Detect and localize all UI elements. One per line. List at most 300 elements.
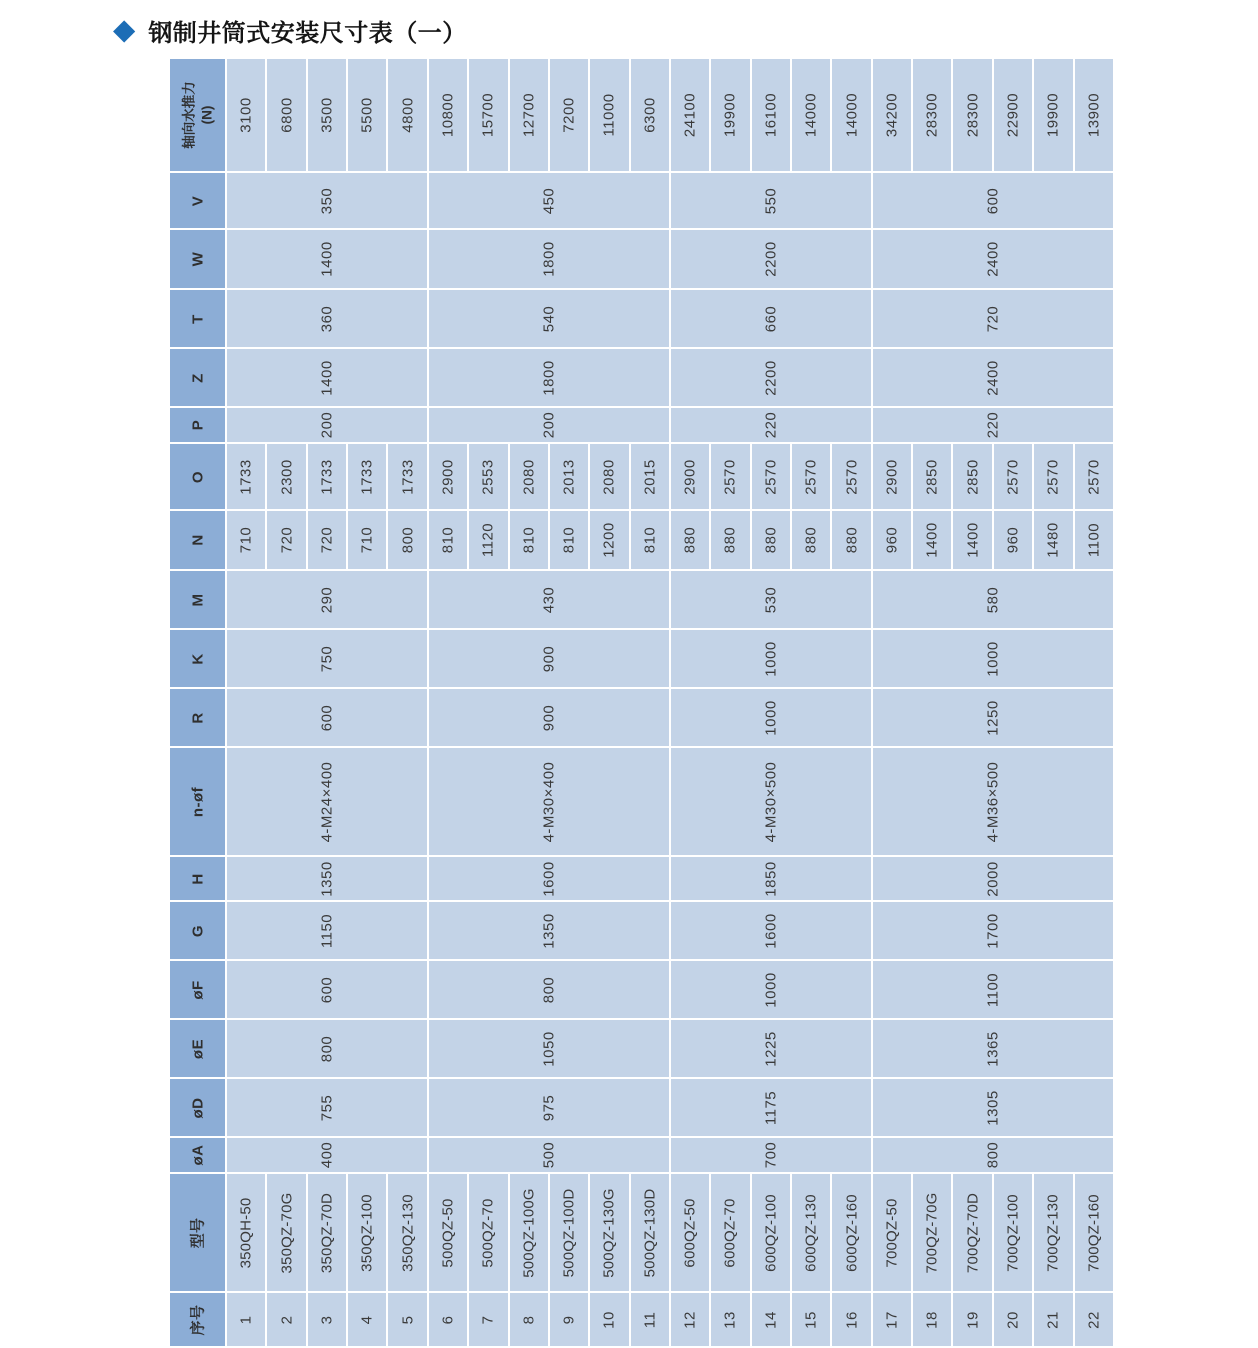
cell-value: 2300 <box>277 458 295 495</box>
cell-value: 14 <box>762 1310 780 1329</box>
row-label <box>188 1038 208 1058</box>
row-label-text: M <box>188 593 206 606</box>
row-header-oF <box>170 961 225 1018</box>
table-cell <box>671 349 871 406</box>
table-cell <box>873 511 911 569</box>
cell-value: 880 <box>721 526 739 554</box>
row-header-oE <box>170 1020 225 1077</box>
table-cell <box>752 1174 790 1291</box>
row-header-G <box>170 902 225 959</box>
table-cell <box>429 630 669 687</box>
table-cell <box>429 1174 467 1291</box>
cell-value: 1400 <box>923 522 941 558</box>
table-cell <box>994 1293 1032 1346</box>
row-header-Z <box>170 349 225 406</box>
table-cell <box>510 59 548 171</box>
table-cell <box>832 1293 870 1346</box>
row-label <box>188 534 208 545</box>
cell-value: 14000 <box>842 92 860 138</box>
table-cell <box>792 511 830 569</box>
table-cell <box>873 1138 1113 1172</box>
row-label-text: 序号 <box>188 1303 206 1336</box>
table-cell <box>510 1293 548 1346</box>
row-header-W <box>170 230 225 288</box>
table-cell <box>267 511 305 569</box>
installation-dimension-table <box>168 57 1115 1348</box>
row-label <box>188 195 208 206</box>
cell-value: 2080 <box>600 458 618 495</box>
table-cell <box>429 1293 467 1346</box>
cell-value: 600QZ-130 <box>802 1193 820 1272</box>
table-cell <box>348 1174 386 1291</box>
row-label-text: K <box>188 652 206 665</box>
table-cell <box>308 444 346 509</box>
table-cell <box>671 173 871 228</box>
cell-value: 290 <box>318 586 336 613</box>
cell-value: 16100 <box>762 92 780 138</box>
table-cell <box>913 59 951 171</box>
cell-value: 1400 <box>318 241 336 277</box>
cell-value: 4 <box>358 1315 376 1324</box>
table-row-P <box>170 408 1113 442</box>
table-cell <box>953 59 991 171</box>
cell-value: 22 <box>1085 1310 1103 1329</box>
table-cell <box>873 173 1113 228</box>
cell-value: 8 <box>519 1315 537 1324</box>
cell-value: 2570 <box>802 458 820 495</box>
table-cell <box>1075 1293 1113 1346</box>
row-label <box>188 1217 208 1247</box>
table-cell <box>590 511 628 569</box>
cell-value: 2080 <box>519 458 537 495</box>
cell-value: 600 <box>318 976 336 1003</box>
table-cell <box>873 290 1113 347</box>
cell-value: 1700 <box>984 912 1002 949</box>
table-cell <box>832 1174 870 1291</box>
table-cell <box>510 511 548 569</box>
row-label <box>188 786 208 816</box>
table-cell <box>227 571 427 628</box>
cell-value: 600QZ-100 <box>762 1193 780 1272</box>
cell-value: 21 <box>1044 1310 1062 1329</box>
cell-value: 19 <box>963 1310 981 1329</box>
cell-value: 2850 <box>963 458 981 495</box>
row-label-text: 型号 <box>188 1217 206 1248</box>
cell-value: 660 <box>762 305 780 332</box>
cell-value: 220 <box>762 411 780 439</box>
cell-value: 1733 <box>318 458 336 495</box>
row-header-K <box>170 630 225 687</box>
table-cell <box>429 1138 669 1172</box>
cell-value: 6300 <box>641 97 659 133</box>
table-row-V <box>170 173 1113 228</box>
table-cell <box>227 1174 265 1291</box>
cell-value: 1305 <box>984 1089 1002 1126</box>
table-cell <box>711 1174 749 1291</box>
table-cell <box>873 1079 1113 1136</box>
cell-value: 430 <box>540 586 558 613</box>
row-header-R <box>170 689 225 746</box>
cell-value: 1733 <box>237 458 255 495</box>
table-cell <box>873 857 1113 900</box>
cell-value: 19900 <box>1044 92 1062 138</box>
cell-value: 19900 <box>721 92 739 138</box>
cell-value: 710 <box>237 526 255 554</box>
table-cell <box>671 444 709 509</box>
cell-value: 6800 <box>277 97 295 133</box>
table-cell <box>873 1020 1113 1077</box>
cell-value: 11 <box>641 1311 659 1328</box>
table-cell <box>429 1079 669 1136</box>
page-header <box>0 0 1258 48</box>
table-cell <box>227 408 427 442</box>
row-header-H <box>170 857 225 900</box>
table-cell <box>429 902 669 959</box>
cell-value: 500QZ-70 <box>479 1197 497 1268</box>
row-header-oA <box>170 1138 225 1172</box>
row-label <box>188 924 208 936</box>
row-header-P <box>170 408 225 442</box>
cell-value: 14000 <box>802 92 820 138</box>
cell-value: 16 <box>842 1310 860 1329</box>
cell-value: 720 <box>984 305 1002 332</box>
row-label-text: øF <box>188 979 206 1000</box>
table-cell <box>873 1174 911 1291</box>
row-label-unit: (N) <box>198 105 214 125</box>
table-cell <box>550 511 588 569</box>
table-cell <box>671 511 709 569</box>
table-row-model <box>170 1174 1113 1291</box>
row-label-text: øA <box>188 1144 206 1166</box>
table-cell <box>469 1174 507 1291</box>
cell-value: 700 <box>762 1141 780 1169</box>
cell-value: 2 <box>277 1315 295 1324</box>
table-cell <box>469 1293 507 1346</box>
row-header-model <box>170 1174 225 1291</box>
table-cell <box>429 408 669 442</box>
table-cell <box>348 59 386 171</box>
cell-value: 4-M30×400 <box>540 761 558 842</box>
table-row-thrust <box>170 59 1113 171</box>
table-row-W <box>170 230 1113 288</box>
table-cell <box>267 444 305 509</box>
table-cell <box>348 444 386 509</box>
cell-value: 720 <box>277 526 295 554</box>
row-header-V <box>170 173 225 228</box>
row-label <box>188 1097 208 1118</box>
cell-value: 2900 <box>883 458 901 495</box>
row-label-text: N <box>188 534 206 546</box>
table-cell <box>671 408 871 442</box>
cell-value: 2200 <box>762 359 780 396</box>
cell-value: 200 <box>318 411 336 439</box>
table-cell <box>671 1079 871 1136</box>
table-cell <box>873 230 1113 288</box>
cell-value: 1800 <box>540 241 558 277</box>
cell-value: 880 <box>762 526 780 554</box>
table-row-oE <box>170 1020 1113 1077</box>
cell-value: 1000 <box>762 699 780 736</box>
table-cell <box>873 444 911 509</box>
cell-value: 20 <box>1004 1310 1022 1329</box>
cell-value: 500QZ-50 <box>439 1197 457 1268</box>
table-cell <box>227 1138 427 1172</box>
table-cell <box>671 961 871 1018</box>
row-label <box>188 470 208 482</box>
table-cell <box>953 444 991 509</box>
row-label <box>188 1304 208 1335</box>
table-cell <box>671 1138 871 1172</box>
page-title: 钢制井筒式安装尺寸表（一） <box>148 20 467 47</box>
row-label-text: P <box>188 419 206 431</box>
table-cell <box>873 961 1113 1018</box>
table-cell <box>227 511 265 569</box>
cell-value: 1600 <box>762 912 780 949</box>
table-cell <box>388 444 426 509</box>
table-cell <box>953 1174 991 1291</box>
row-label-text: øE <box>188 1038 206 1059</box>
cell-value: 880 <box>802 526 820 554</box>
cell-value: 1350 <box>540 912 558 949</box>
table-cell <box>429 444 467 509</box>
cell-value: 700QZ-130 <box>1044 1193 1062 1272</box>
cell-value: 2850 <box>923 458 941 495</box>
cell-value: 12700 <box>519 92 537 138</box>
table-cell <box>348 511 386 569</box>
cell-value: 15700 <box>479 92 497 138</box>
table-cell <box>994 511 1032 569</box>
cell-value: 900 <box>540 704 558 731</box>
cell-value: 1365 <box>984 1030 1002 1067</box>
cell-value: 810 <box>641 526 659 554</box>
cell-value: 2570 <box>842 458 860 495</box>
cell-value: 3500 <box>318 97 336 133</box>
cell-value: 1400 <box>318 359 336 396</box>
table-cell <box>953 511 991 569</box>
table-cell <box>631 59 669 171</box>
table-cell <box>873 349 1113 406</box>
table-cell <box>227 1079 427 1136</box>
cell-value: 1250 <box>984 699 1002 736</box>
cell-value: 580 <box>984 586 1002 613</box>
table-cell <box>227 630 427 687</box>
cell-value: 700QZ-50 <box>883 1197 901 1268</box>
table-cell <box>267 1293 305 1346</box>
row-label-text: O <box>188 470 206 483</box>
table-cell <box>227 230 427 288</box>
cell-value: 1000 <box>762 971 780 1008</box>
cell-value: 600QZ-50 <box>681 1197 699 1268</box>
table-cell <box>429 59 467 171</box>
cell-value: 2000 <box>984 860 1002 897</box>
table-cell <box>227 444 265 509</box>
row-header-oD <box>170 1079 225 1136</box>
cell-value: 13 <box>721 1310 739 1329</box>
cell-value: 360 <box>318 305 336 332</box>
table-cell <box>832 444 870 509</box>
table-cell <box>308 511 346 569</box>
table-cell <box>994 444 1032 509</box>
cell-value: 28300 <box>923 92 941 138</box>
table-cell <box>1034 59 1072 171</box>
row-label <box>188 653 208 664</box>
table-cell <box>227 290 427 347</box>
cell-value: 540 <box>540 305 558 332</box>
table-cell <box>752 444 790 509</box>
cell-value: 1733 <box>398 458 416 495</box>
cell-value: 880 <box>842 526 860 554</box>
table-cell <box>792 1293 830 1346</box>
cell-value: 1480 <box>1044 522 1062 558</box>
table-cell <box>792 1174 830 1291</box>
table-cell <box>913 444 951 509</box>
table-cell <box>308 1293 346 1346</box>
table-cell <box>994 1174 1032 1291</box>
cell-value: 810 <box>560 526 578 554</box>
cell-value: 2900 <box>681 458 699 495</box>
table-cell <box>671 902 871 959</box>
cell-value: 900 <box>540 645 558 672</box>
table-cell <box>711 1293 749 1346</box>
table-row-oF <box>170 961 1113 1018</box>
table-row-Z <box>170 349 1113 406</box>
cell-value: 600QZ-70 <box>721 1197 739 1268</box>
cell-value: 500QZ-100D <box>560 1188 578 1277</box>
cell-value: 350QH-50 <box>237 1197 255 1268</box>
table-cell <box>388 1174 426 1291</box>
table-cell <box>429 290 669 347</box>
cell-value: 2570 <box>762 458 780 495</box>
table-cell <box>873 689 1113 746</box>
table-cell <box>227 902 427 959</box>
cell-value: 350QZ-130 <box>398 1193 416 1272</box>
table-cell <box>873 571 1113 628</box>
table-row-nof <box>170 748 1113 855</box>
cell-value: 7200 <box>560 97 578 133</box>
table-cell <box>469 444 507 509</box>
cell-value: 2400 <box>984 241 1002 277</box>
table-cell <box>267 59 305 171</box>
table-cell <box>1034 444 1072 509</box>
cell-value: 1733 <box>358 458 376 495</box>
row-header-T <box>170 290 225 347</box>
cell-value: 810 <box>519 526 537 554</box>
cell-value: 350QZ-100 <box>358 1193 376 1272</box>
table-cell <box>671 59 709 171</box>
cell-value: 1850 <box>762 860 780 897</box>
cell-value: 600QZ-160 <box>842 1193 860 1272</box>
row-header-O <box>170 444 225 509</box>
table-cell <box>873 59 911 171</box>
table-cell <box>671 630 871 687</box>
table-cell <box>227 1020 427 1077</box>
row-label-text: V <box>188 195 206 206</box>
cell-value: 800 <box>398 526 416 554</box>
table-cell <box>873 1293 911 1346</box>
table-cell <box>550 59 588 171</box>
cell-value: 4800 <box>398 97 416 133</box>
table-cell <box>550 1174 588 1291</box>
table-cell <box>832 59 870 171</box>
table-cell <box>348 1293 386 1346</box>
cell-value: 1800 <box>540 359 558 396</box>
cell-value: 13900 <box>1085 92 1103 138</box>
row-label <box>180 81 215 149</box>
cell-value: 800 <box>318 1035 336 1062</box>
cell-value: 4-M36×500 <box>984 761 1002 842</box>
table-cell <box>671 290 871 347</box>
cell-value: 975 <box>540 1094 558 1121</box>
table-cell <box>469 59 507 171</box>
table-cell <box>711 444 749 509</box>
table-cell <box>631 1293 669 1346</box>
row-header-N <box>170 511 225 569</box>
cell-value: 720 <box>318 526 336 554</box>
table-cell <box>510 444 548 509</box>
cell-value: 1050 <box>540 1030 558 1067</box>
cell-value: 800 <box>984 1141 1002 1169</box>
cell-value: 2570 <box>1044 458 1062 495</box>
table-cell <box>429 1020 669 1077</box>
cell-value: 755 <box>318 1094 336 1121</box>
cell-value: 1120 <box>479 522 497 558</box>
table-cell <box>873 902 1113 959</box>
cell-value: 2570 <box>1004 458 1022 495</box>
table-cell <box>550 1293 588 1346</box>
cell-value: 1350 <box>318 860 336 897</box>
table-cell <box>429 857 669 900</box>
table-cell <box>429 511 467 569</box>
row-label <box>188 314 208 324</box>
table-cell <box>267 1174 305 1291</box>
table-cell <box>227 961 427 1018</box>
table-cell <box>671 571 871 628</box>
row-label-text: øD <box>188 1097 206 1118</box>
table-cell <box>590 1293 628 1346</box>
table-cell <box>913 1174 951 1291</box>
table-cell <box>429 748 669 855</box>
cell-value: 9 <box>560 1315 578 1324</box>
row-label <box>188 873 208 884</box>
cell-value: 220 <box>984 411 1002 439</box>
cell-value: 1000 <box>984 640 1002 677</box>
cell-value: 3100 <box>237 97 255 133</box>
row-label <box>188 712 208 723</box>
cell-value: 2200 <box>762 241 780 277</box>
cell-value: 6 <box>439 1315 457 1324</box>
table-cell <box>1075 444 1113 509</box>
diamond-icon: ◆ <box>113 14 136 46</box>
cell-value: 2570 <box>721 458 739 495</box>
cell-value: 24100 <box>681 92 699 138</box>
table-cell <box>388 511 426 569</box>
table-cell <box>590 444 628 509</box>
table-row-M <box>170 571 1113 628</box>
table-cell <box>510 1174 548 1291</box>
cell-value: 960 <box>883 526 901 554</box>
table-row-oD <box>170 1079 1113 1136</box>
table-cell <box>308 59 346 171</box>
table-cell <box>429 173 669 228</box>
table-cell <box>590 1174 628 1291</box>
cell-value: 18 <box>923 1310 941 1329</box>
table-row-N <box>170 511 1113 569</box>
cell-value: 550 <box>762 187 780 214</box>
table-cell <box>711 59 749 171</box>
table-row-K <box>170 630 1113 687</box>
cell-value: 1200 <box>600 522 618 558</box>
table-cell <box>1034 511 1072 569</box>
